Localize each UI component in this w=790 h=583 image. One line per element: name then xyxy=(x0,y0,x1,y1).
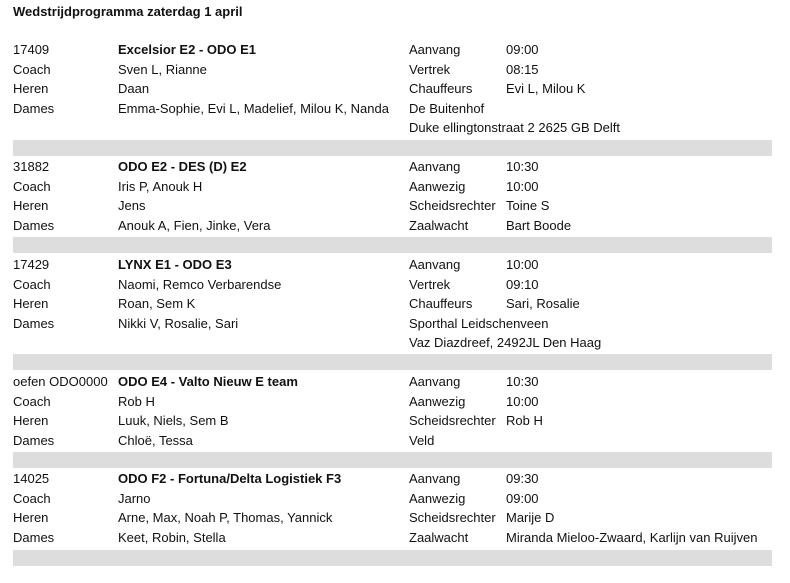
match-row xyxy=(13,294,773,314)
detail-label: Scheidsrechter xyxy=(409,413,496,428)
row-label: Coach xyxy=(13,393,51,409)
match-number: 17409 xyxy=(13,42,50,57)
detail-value: 10:30 xyxy=(506,159,539,174)
detail-label: De Buitenhof xyxy=(409,100,485,116)
match-separator xyxy=(13,452,772,468)
match-row xyxy=(13,40,773,60)
row-value: Jarno xyxy=(118,490,151,506)
row-value: Iris P, Anouk H xyxy=(118,178,203,194)
match-block xyxy=(13,255,773,353)
detail-label: Veld xyxy=(409,432,435,448)
detail-value: 09:30 xyxy=(506,471,539,486)
row-value: Daan xyxy=(118,81,150,96)
row-label: Dames xyxy=(13,100,55,116)
row-label: Heren xyxy=(13,296,49,311)
match-row xyxy=(13,431,773,451)
match-row xyxy=(13,118,773,138)
match-row xyxy=(13,275,773,295)
match-row xyxy=(13,333,773,353)
row-value: Naomi, Remco Verbarendse xyxy=(118,276,282,292)
row-label: Dames xyxy=(13,315,55,331)
match-teams: ODO E2 - DES (D) E2 xyxy=(118,159,247,174)
detail-label: Vertrek xyxy=(409,276,451,292)
detail-value: 10:00 xyxy=(506,178,539,194)
match-row xyxy=(13,372,773,392)
row-value: Chloë, Tessa xyxy=(118,432,193,448)
match-teams: ODO F2 - Fortuna/Delta Logistiek F3 xyxy=(118,471,342,486)
row-label: Heren xyxy=(13,510,49,525)
detail-value: 10:30 xyxy=(506,374,539,389)
detail-label: Aanwezig xyxy=(409,178,466,194)
detail-label: Zaalwacht xyxy=(409,217,469,233)
match-number: 31882 xyxy=(13,159,50,174)
match-row xyxy=(13,528,773,548)
match-row xyxy=(13,79,773,99)
match-block xyxy=(13,469,773,547)
detail-label: Chauffeurs xyxy=(409,81,473,96)
row-value: Roan, Sem K xyxy=(118,296,196,311)
match-row xyxy=(13,216,773,236)
match-row xyxy=(13,508,773,528)
detail-label: Zaalwacht xyxy=(409,529,469,545)
match-row xyxy=(13,99,773,119)
row-value: Jens xyxy=(118,198,146,213)
match-row xyxy=(13,157,773,177)
detail-label: Duke ellingtonstraat 2 2625 GB Delft xyxy=(409,120,621,135)
match-teams: LYNX E1 - ODO E3 xyxy=(118,257,232,272)
detail-label: Vertrek xyxy=(409,61,451,77)
row-label: Coach xyxy=(13,490,51,506)
match-row xyxy=(13,196,773,216)
detail-label: Scheidsrechter xyxy=(409,510,496,525)
match-row xyxy=(13,469,773,489)
row-value: Keet, Robin, Stella xyxy=(118,529,226,545)
row-label: Coach xyxy=(13,178,51,194)
detail-value: Miranda Mieloo-Zwaard, Karlijn van Ruijven xyxy=(506,529,758,545)
row-label: Dames xyxy=(13,432,55,448)
match-separator xyxy=(13,140,772,156)
row-label: Coach xyxy=(13,61,51,77)
match-separator xyxy=(13,237,772,253)
match-row xyxy=(13,255,773,275)
match-row xyxy=(13,392,773,412)
detail-label: Scheidsrechter xyxy=(409,198,496,213)
match-block xyxy=(13,40,773,138)
match-row xyxy=(13,489,773,509)
row-label: Heren xyxy=(13,81,49,96)
detail-value: Rob H xyxy=(506,413,543,428)
detail-label: Aanwezig xyxy=(409,393,466,409)
detail-value: 10:00 xyxy=(506,257,539,272)
row-value: Sven L, Rianne xyxy=(118,61,207,77)
match-row xyxy=(13,60,773,80)
match-row xyxy=(13,177,773,197)
match-number: 14025 xyxy=(13,471,50,486)
detail-label: Aanwezig xyxy=(409,490,466,506)
page-title: Wedstrijdprogramma zaterdag 1 april xyxy=(13,4,243,19)
row-label: Heren xyxy=(13,413,49,428)
match-row xyxy=(13,411,773,431)
row-value: Arne, Max, Noah P, Thomas, Yannick xyxy=(118,510,333,525)
match-block xyxy=(13,372,773,450)
detail-value: Sari, Rosalie xyxy=(506,296,580,311)
match-teams: ODO E4 - Valto Nieuw E team xyxy=(118,374,298,389)
match-number: 17429 xyxy=(13,257,50,272)
row-value: Nikki V, Rosalie, Sari xyxy=(118,315,239,331)
row-label: Coach xyxy=(13,276,51,292)
detail-label: Aanvang xyxy=(409,257,461,272)
detail-value: Toine S xyxy=(506,198,550,213)
row-label: Heren xyxy=(13,198,49,213)
row-label: Dames xyxy=(13,217,55,233)
match-teams: Excelsior E2 - ODO E1 xyxy=(118,42,257,57)
detail-label: Aanvang xyxy=(409,471,461,486)
detail-value: 10:00 xyxy=(506,393,539,409)
row-value: Anouk A, Fien, Jinke, Vera xyxy=(118,217,271,233)
row-value: Emma-Sophie, Evi L, Madelief, Milou K, Nanda xyxy=(118,100,389,116)
detail-label: Aanvang xyxy=(409,374,461,389)
match-separator xyxy=(13,354,772,370)
match-block xyxy=(13,157,773,235)
match-number: oefen ODO0000 xyxy=(13,374,108,389)
detail-value: 09:00 xyxy=(506,490,539,506)
match-row xyxy=(13,314,773,334)
detail-label: Sporthal Leidschenveen xyxy=(409,315,549,331)
detail-label: Aanvang xyxy=(409,42,461,57)
detail-value: 09:00 xyxy=(506,42,539,57)
detail-value: Marije D xyxy=(506,510,555,525)
detail-label: Aanvang xyxy=(409,159,461,174)
row-value: Rob H xyxy=(118,393,155,409)
row-value: Luuk, Niels, Sem B xyxy=(118,413,229,428)
detail-value: Bart Boode xyxy=(506,217,572,233)
detail-value: 08:15 xyxy=(506,61,539,77)
detail-value: 09:10 xyxy=(506,276,539,292)
detail-label: Vaz Diazdreef, 2492JL Den Haag xyxy=(409,335,602,350)
detail-label: Chauffeurs xyxy=(409,296,473,311)
detail-value: Evi L, Milou K xyxy=(506,81,586,96)
row-label: Dames xyxy=(13,529,55,545)
match-separator xyxy=(13,550,772,566)
